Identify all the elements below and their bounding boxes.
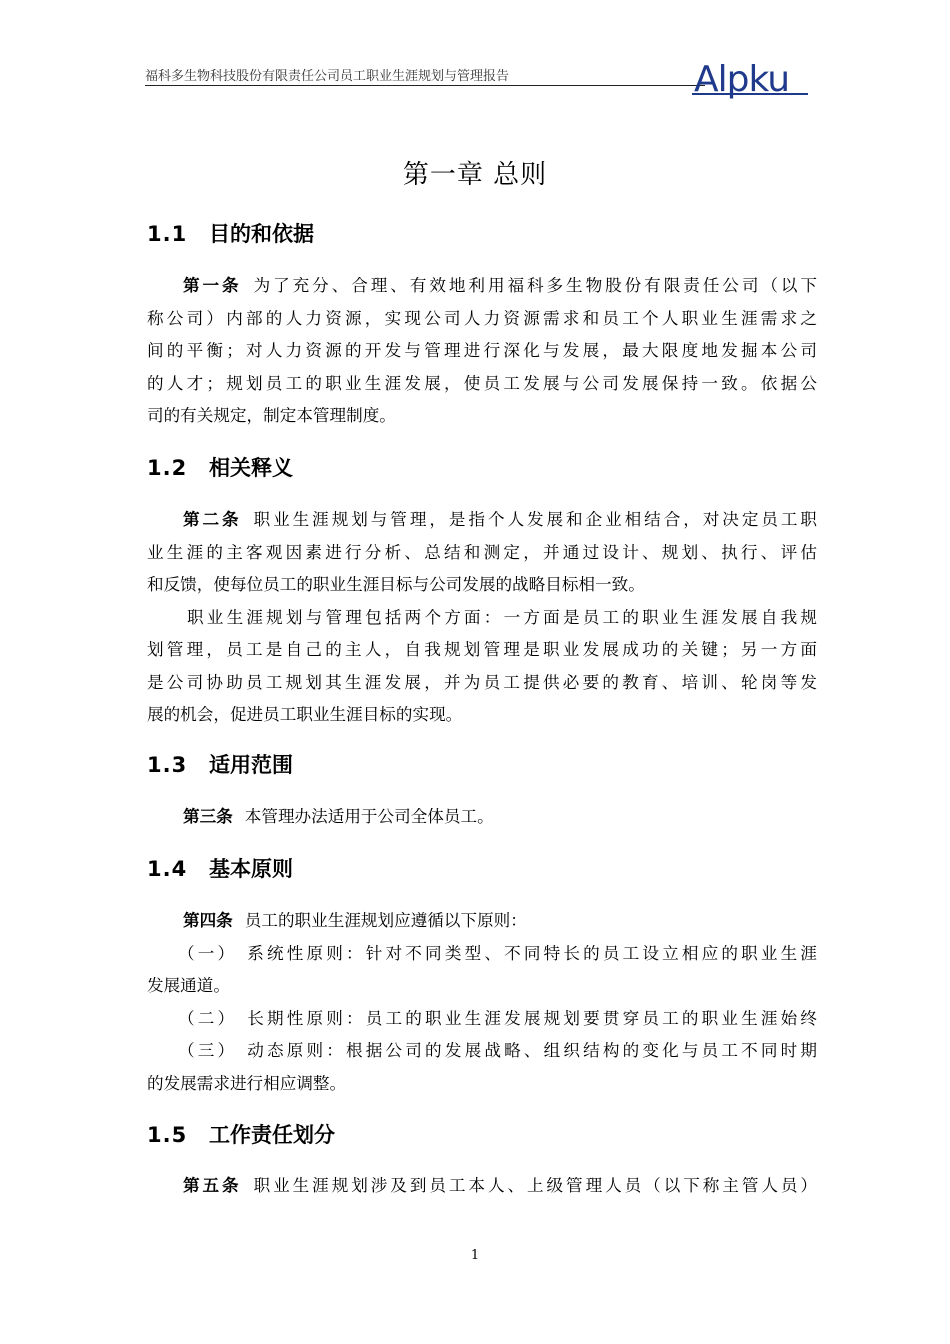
list-marker: （一） — [178, 944, 238, 963]
article-label: 第三条 — [183, 807, 233, 826]
page-header — [145, 59, 810, 99]
article-label: 第二条 — [183, 510, 242, 529]
page-number: 1 — [470, 1248, 480, 1263]
company-logo — [692, 59, 810, 99]
paragraph-line: 第二条 职业生涯规划与管理，是指个人发展和企业相结合，对决定员工职 — [183, 510, 818, 529]
paragraph-line: 职业生涯规划与管理包括两个方面：一方面是员工的职业生涯发展自我规 — [187, 608, 817, 627]
paragraph-line: 第五条 职业生涯规划涉及到员工本人、上级管理人员（以下称主管人员） — [183, 1176, 818, 1195]
principle-item: （二） 长期性原则：员工的职业生涯发展规划要贯穿员工的职业生涯始终 — [178, 1009, 817, 1028]
section-heading-1-2: 1.2 相关释义 — [147, 456, 293, 480]
list-marker: （三） — [178, 1041, 238, 1060]
paragraph-line: 划管理，员工是自己的主人，自我规划管理是职业发展成功的关键；另一方面 — [147, 640, 817, 659]
article-label: 第四条 — [183, 911, 233, 930]
paragraph-line: 和反馈，使每位员工的职业生涯目标与公司发展的战略目标相一致。 — [147, 575, 645, 594]
logo-text: Alpku — [694, 59, 790, 99]
section-heading-1-5: 1.5 工作责任划分 — [147, 1123, 335, 1147]
section-heading-1-4: 1.4 基本原则 — [147, 857, 293, 881]
principle-item: （一） 系统性原则：针对不同类型、不同特长的员工设立相应的职业生涯 — [178, 944, 817, 963]
chapter-title: 第一章 总则 — [402, 160, 548, 190]
paragraph-line: 称公司）内部的人力资源，实现公司人力资源需求和员工个人职业生涯需求之 — [147, 309, 817, 328]
principle-item: （三） 动态原则：根据公司的发展战略、组织结构的变化与员工不同时期 — [178, 1041, 817, 1060]
paragraph-line: 发展通道。 — [147, 976, 230, 995]
paragraph-line: 展的机会，促进员工职业生涯目标的实现。 — [147, 705, 463, 724]
paragraph-line: 第三条 本管理办法适用于公司全体员工。 — [183, 807, 494, 826]
paragraph-line: 第四条 员工的职业生涯规划应遵循以下原则： — [183, 911, 527, 930]
paragraph-line: 第一条 为了充分、合理、有效地利用福科多生物股份有限责任公司（以下 — [183, 276, 818, 295]
paragraph-line: 司的有关规定，制定本管理制度。 — [147, 406, 396, 425]
header-rule — [145, 85, 705, 86]
header-title: 福科多生物科技股份有限责任公司员工职业生涯规划与管理报告 — [145, 69, 510, 84]
paragraph-line: 的人才；规划员工的职业生涯发展，使员工发展与公司发展保持一致。依据公 — [147, 374, 817, 393]
paragraph-line: 业生涯的主客观因素进行分析、总结和测定，并通过设计、规划、执行、评估 — [147, 543, 817, 562]
paragraph-line: 的发展需求进行相应调整。 — [147, 1074, 347, 1093]
paragraph-line: 间的平衡；对人力资源的开发与管理进行深化与发展，最大限度地发掘本公司 — [147, 341, 817, 360]
paragraph-line: 是公司协助员工规划其生涯发展，并为员工提供必要的教育、培训、轮岗等发 — [147, 673, 817, 692]
section-heading-1-1: 1.1 目的和依据 — [147, 222, 314, 246]
list-marker: （二） — [178, 1009, 238, 1028]
article-label: 第五条 — [183, 1176, 242, 1195]
section-heading-1-3: 1.3 适用范围 — [147, 753, 293, 777]
article-label: 第一条 — [183, 276, 242, 295]
